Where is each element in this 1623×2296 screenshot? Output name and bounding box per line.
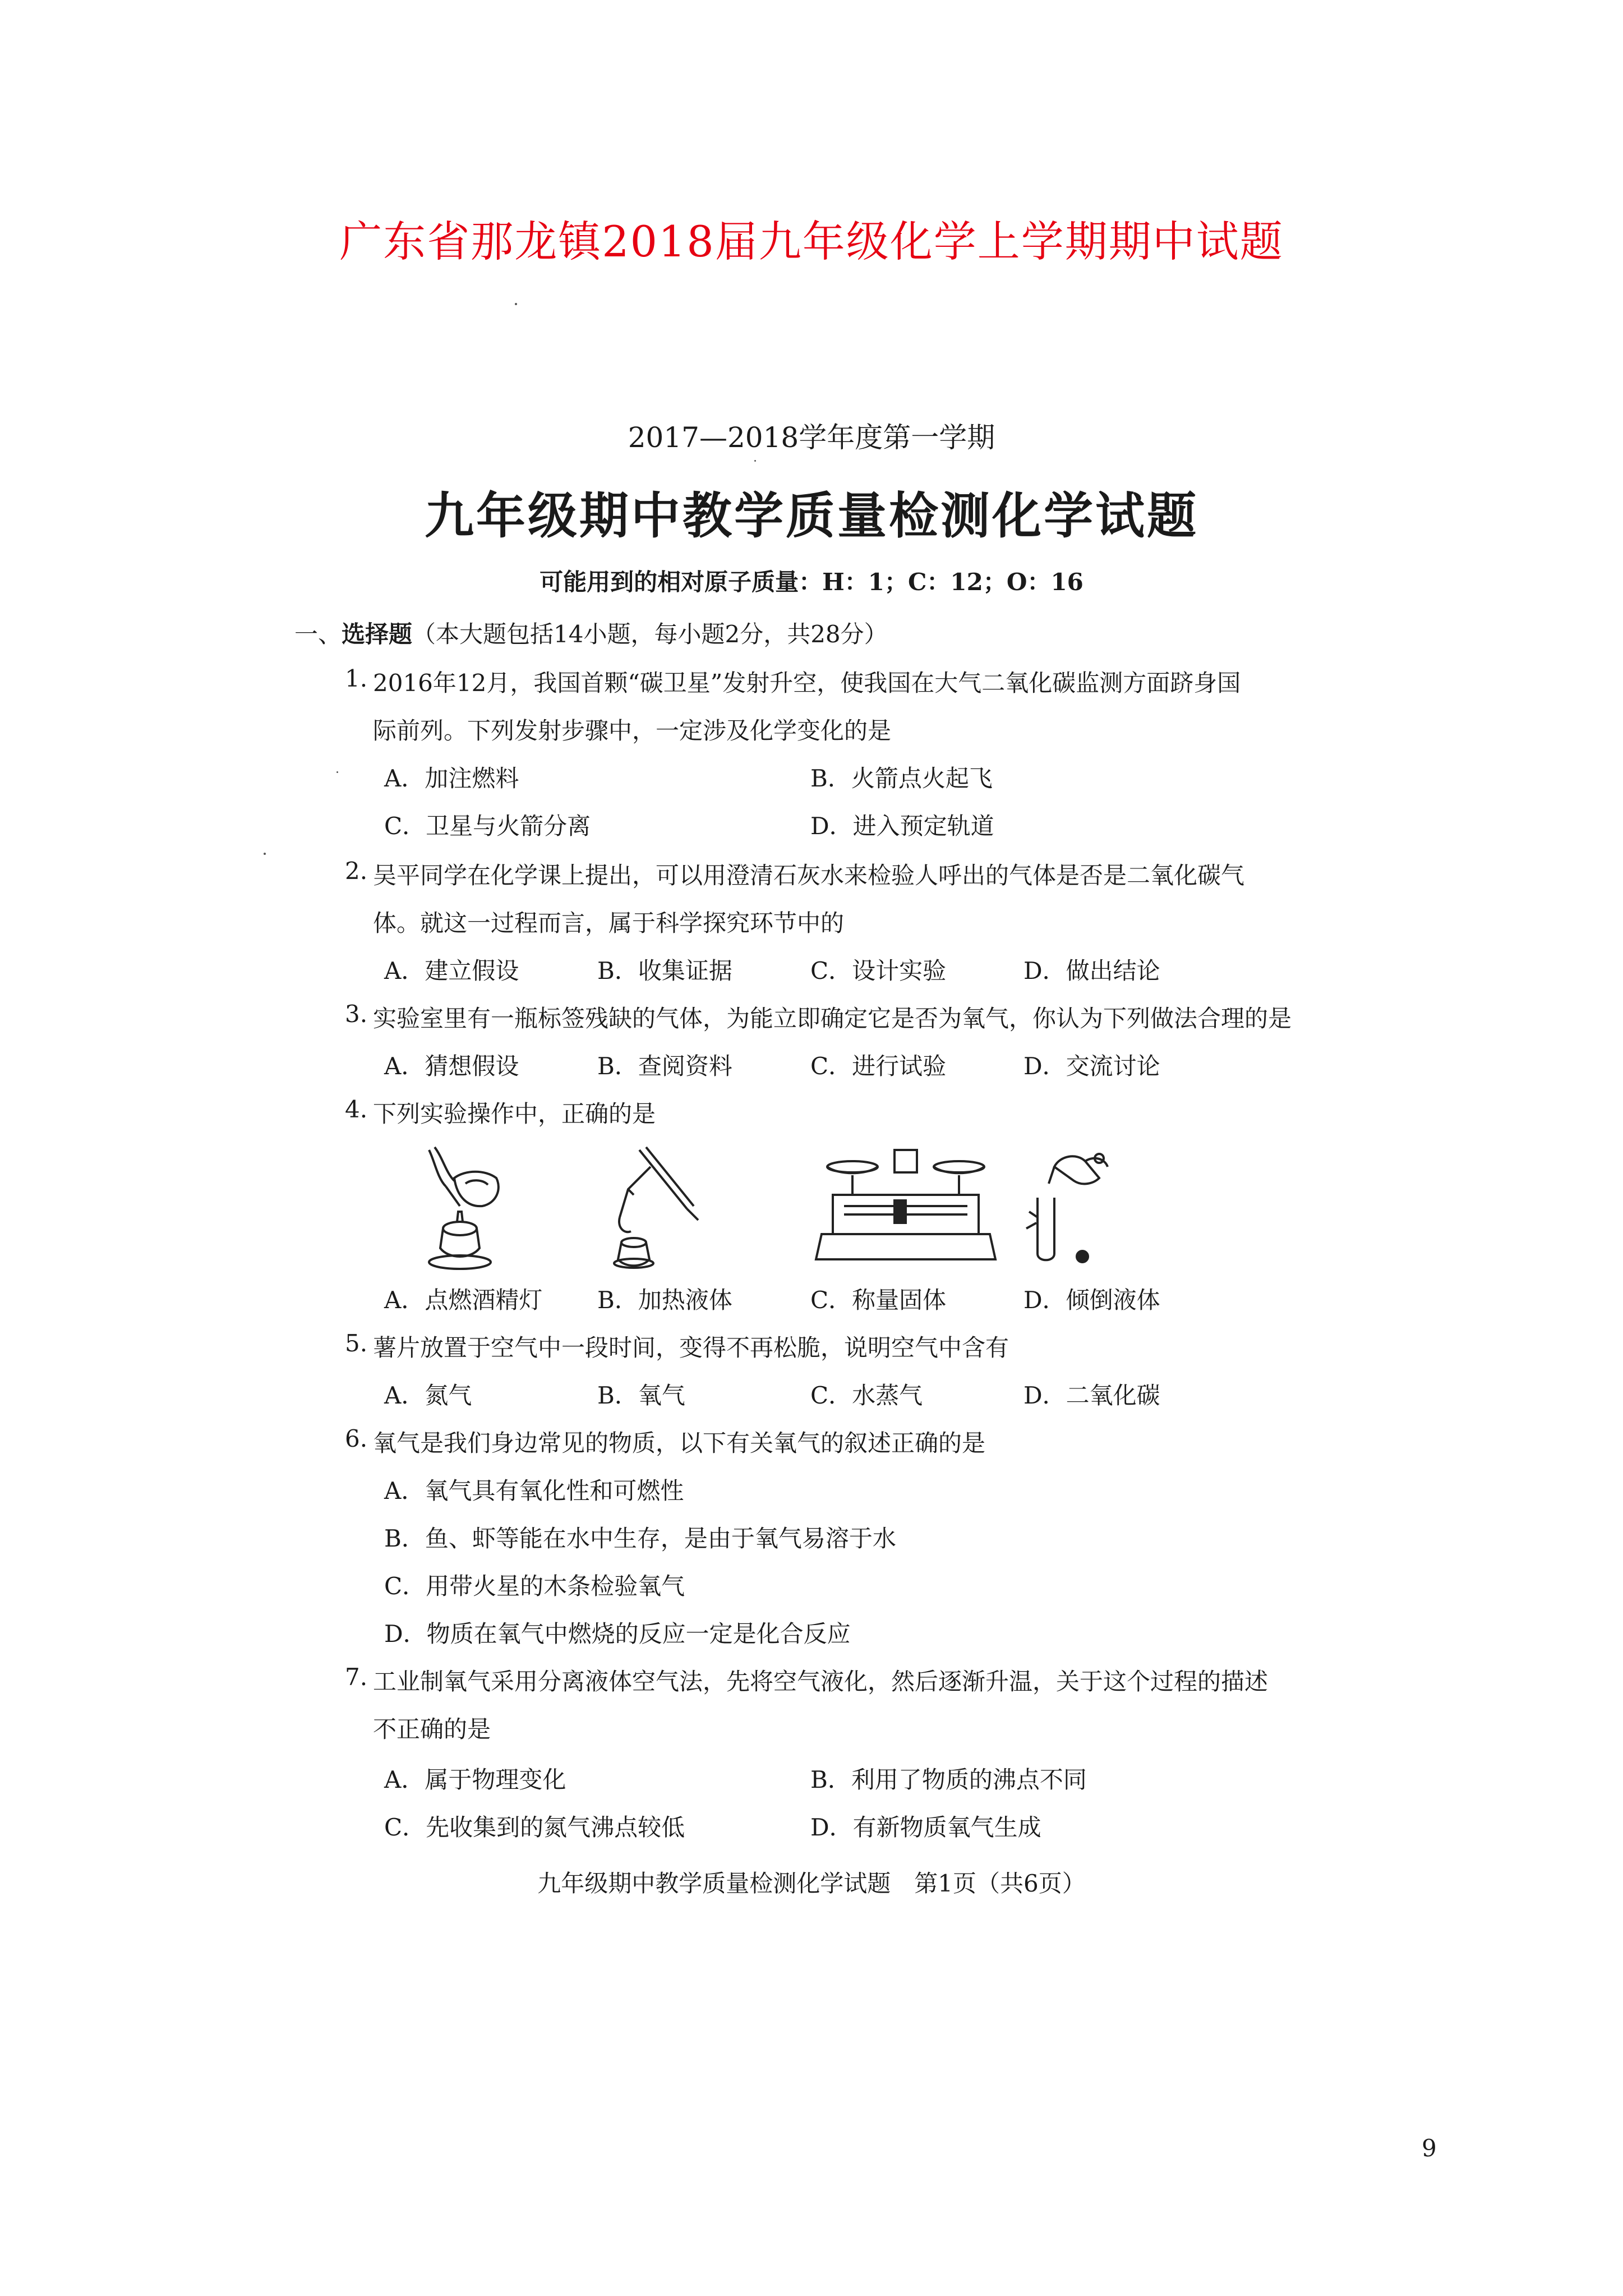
question-4-line-1: 下列实验操作中，正确的是 [373, 1100, 656, 1128]
question-2-option-b: B．收集证据 [597, 957, 732, 984]
question-6-number: 6. [345, 1425, 368, 1452]
question-1-line-2: 际前列。下列发射步骤中，一定涉及化学变化的是 [373, 717, 892, 744]
page-footer: 九年级期中教学质量检测化学试题 第1页（共6页） [537, 1870, 1086, 1897]
pouring-liquid-illustration [1015, 1144, 1127, 1273]
question-3-line-1: 实验室里有一瓶标签残缺的气体，为能立即确定它是否为氧气，你认为下列做法合理的是 [373, 1005, 1292, 1032]
question-4-option-c: C．称量固体 [810, 1286, 947, 1314]
section-heading [294, 616, 888, 650]
question-3-option-a: A．猜想假设 [384, 1052, 519, 1080]
question-5-option-c: C．水蒸气 [810, 1382, 923, 1409]
question-2-option-c: C．设计实验 [810, 957, 947, 984]
question-3-option-d: D．交流讨论 [1023, 1052, 1160, 1080]
document-title: 广东省那龙镇2018届九年级化学上学期期中试题 [339, 217, 1284, 266]
question-2-option-a: A．建立假设 [384, 957, 519, 984]
page-number: 9 [1422, 2134, 1437, 2162]
question-6-option-c: C．用带火星的木条检验氧气 [384, 1572, 685, 1600]
question-5-number: 5. [345, 1329, 368, 1357]
question-7-line-1: 工业制氧气采用分离液体空气法，先将空气液化，然后逐渐升温，关于这个过程的描述 [373, 1668, 1269, 1695]
scan-speck [336, 771, 338, 773]
section-name: 选择题 [342, 620, 413, 648]
question-1-number: 1. [345, 665, 368, 692]
question-2-number: 2. [345, 857, 368, 885]
atomic-mass-note: 可能用到的相对原子质量：H：1；C：12；O：16 [540, 568, 1083, 596]
question-2-line-1: 吴平同学在化学课上提出，可以用澄清石灰水来检验人呼出的气体是否是二氧化碳气 [373, 862, 1245, 889]
question-3-number: 3. [345, 1000, 368, 1028]
question-1-line-1: 2016年12月，我国首颗“碳卫星”发射升空，使我国在大气二氧化碳监测方面跻身国 [373, 669, 1241, 697]
school-year: 2017—2018学年度第一学期 [628, 421, 995, 454]
heating-liquid-illustration [594, 1144, 718, 1273]
question-4-option-a: A．点燃酒精灯 [384, 1286, 543, 1314]
question-4-number: 4. [345, 1096, 368, 1123]
question-3-option-c: C．进行试验 [810, 1052, 947, 1080]
question-7-option-a: A．属于物理变化 [384, 1766, 566, 1793]
question-6-option-a: A．氧气具有氧化性和可燃性 [384, 1477, 684, 1504]
question-7-option-d: D．有新物质氧气生成 [810, 1814, 1041, 1841]
alcohol-lamp-lighting-illustration [412, 1144, 524, 1273]
question-1-option-d: D．进入预定轨道 [810, 812, 994, 840]
question-1-option-b: B．火箭点火起飞 [810, 765, 993, 792]
question-4-option-b: B．加热液体 [597, 1286, 732, 1314]
question-5-line-1: 薯片放置于空气中一段时间，变得不再松脆，说明空气中含有 [373, 1334, 1009, 1361]
question-2-option-d: D．做出结论 [1023, 957, 1160, 984]
question-4-option-d: D．倾倒液体 [1023, 1286, 1160, 1314]
question-7-number: 7. [345, 1663, 368, 1691]
scan-speck [754, 460, 756, 462]
exam-title: 九年级期中教学质量检测化学试题 [424, 486, 1198, 545]
question-7-line-2: 不正确的是 [373, 1715, 491, 1743]
balance-weighing-illustration [810, 1144, 1001, 1273]
scan-speck [264, 853, 266, 855]
section-number: 一、 [294, 620, 342, 648]
question-5-option-b: B．氧气 [597, 1382, 685, 1409]
question-6-option-d: D．物质在氧气中燃烧的反应一定是化合反应 [384, 1620, 851, 1648]
section-desc: （本大题包括14小题，每小题2分，共28分） [412, 620, 888, 648]
question-3-option-b: B．查阅资料 [597, 1052, 732, 1080]
question-5-option-d: D．二氧化碳 [1023, 1382, 1160, 1409]
question-2-line-2: 体。就这一过程而言，属于科学探究环节中的 [373, 909, 845, 937]
scan-speck [515, 303, 517, 305]
question-7-option-b: B．利用了物质的沸点不同 [810, 1766, 1087, 1793]
question-1-option-c: C．卫星与火箭分离 [384, 812, 591, 840]
question-6-option-b: B．鱼、虾等能在水中生存，是由于氧气易溶于水 [384, 1525, 896, 1552]
question-7-option-c: C．先收集到的氮气沸点较低 [384, 1814, 685, 1841]
question-6-line-1: 氧气是我们身边常见的物质，以下有关氧气的叙述正确的是 [373, 1429, 986, 1457]
question-1-option-a: A．加注燃料 [384, 765, 519, 792]
question-5-option-a: A．氮气 [384, 1382, 472, 1409]
